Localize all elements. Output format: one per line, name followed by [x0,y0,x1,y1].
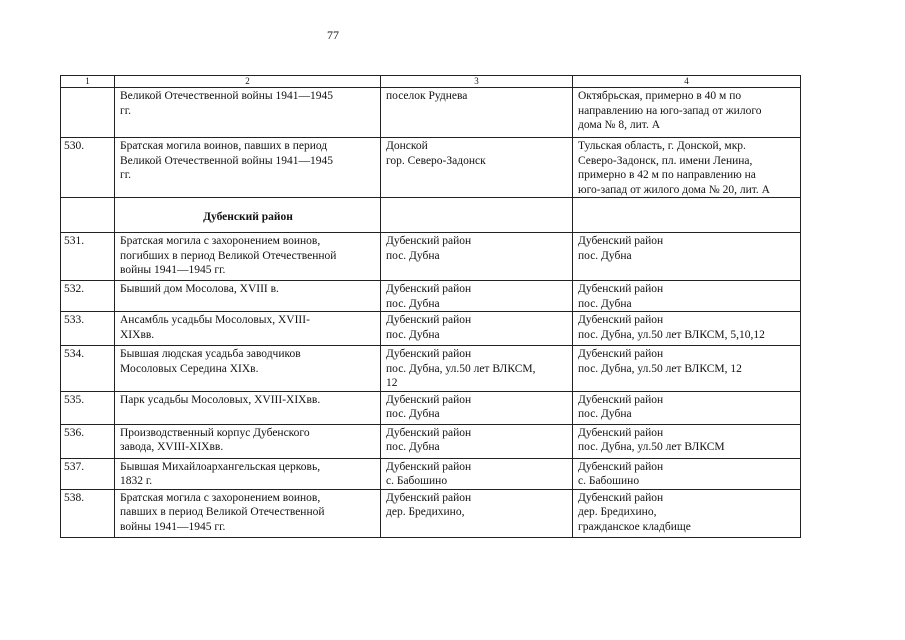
table-row [61,233,801,281]
monument-location: Дубенский район пос. Дубна [381,424,573,458]
table-row [61,489,801,537]
monument-name: Производственный корпус Дубенского завода, XVIII-XIXвв. [115,424,381,458]
page-number: 77 [327,28,339,42]
row-number: 537. [61,458,115,489]
monument-location: Дубенский район пос. Дубна, ул.50 лет ВЛКСМ, 12 [381,346,573,392]
monument-location: Дубенский район пос. Дубна [381,233,573,281]
monument-address: Дубенский район дер. Бредихино, гражданское кладбище [573,489,801,537]
row-number: 534. [61,346,115,392]
monument-address: Дубенский район с. Бабошино [573,458,801,489]
monument-location: поселок Руднева [381,88,573,138]
row-number: 536. [61,424,115,458]
monument-address: Дубенский район пос. Дубна, ул.50 лет ВЛКСМ, 12 [573,346,801,392]
monument-address: Дубенский район пос. Дубна [573,281,801,312]
monument-location: Дубенский район пос. Дубна [381,281,573,312]
column-number-row [61,76,801,88]
row-number: 535. [61,391,115,424]
monument-address: Тульская область, г. Донской, мкр. Северо-Задонск, пл. имени Ленина, примерно в 42 м по направлению на юго-запад от жилого дома № 20, лит. А [573,138,801,198]
monument-location: Дубенский район дер. Бредихино, [381,489,573,537]
table-row [61,312,801,346]
table-row [61,346,801,392]
monument-name: Братская могила с захоронением воинов, павших в период Великой Отечественной войны 1941—1945 гг. [115,489,381,537]
row-number: 531. [61,233,115,281]
column-number: 2 [115,76,381,88]
table-row [61,458,801,489]
row-number: 530. [61,138,115,198]
table-row [61,391,801,424]
monument-name: Великой Отечественной войны 1941—1945 гг. [115,88,381,138]
monument-name: Бывший дом Мосолова, XVIII в. [115,281,381,312]
monument-address: Дубенский район пос. Дубна, ул.50 лет ВЛКСМ, 5,10,12 [573,312,801,346]
monument-name: Бывшая Михайлоархангельская церковь, 1832 г. [115,458,381,489]
table-row [61,281,801,312]
monument-location: Дубенский район пос. Дубна [381,312,573,346]
monument-name: Парк усадьбы Мосоловых, XVIII-XIXвв. [115,391,381,424]
monument-address: Дубенский район пос. Дубна [573,233,801,281]
monument-name: Братская могила с захоронением воинов, погибших в период Великой Отечественной войны 1941—1945 гг. [115,233,381,281]
monument-location: Дубенский район пос. Дубна [381,391,573,424]
table-body [61,76,801,538]
table-row [61,138,801,198]
monument-address: Октябрьская, примерно в 40 м по направлению на юго-запад от жилого дома № 8, лит. А [573,88,801,138]
section-row [61,198,801,233]
section-number-cell [61,198,115,233]
monument-name: Бывшая людская усадьба заводчиков Мосоловых Середина XIXв. [115,346,381,392]
row-number: 532. [61,281,115,312]
monument-address: Дубенский район пос. Дубна [573,391,801,424]
column-number: 3 [381,76,573,88]
row-number [61,88,115,138]
monument-address: Дубенский район пос. Дубна, ул.50 лет ВЛКСМ [573,424,801,458]
row-number: 533. [61,312,115,346]
column-number: 4 [573,76,801,88]
monument-location: Донской гор. Северо-Задонск [381,138,573,198]
section-empty-cell [573,198,801,233]
monument-name: Ансамбль усадьбы Мосоловых, XVIII- XIXвв. [115,312,381,346]
section-empty-cell [381,198,573,233]
table-row [61,424,801,458]
monuments-table [60,75,801,538]
table-row [61,88,801,138]
row-number: 538. [61,489,115,537]
column-number: 1 [61,76,115,88]
monument-location: Дубенский район с. Бабошино [381,458,573,489]
section-title: Дубенский район [115,198,381,233]
monument-name: Братская могила воинов, павших в период Великой Отечественной войны 1941—1945 гг. [115,138,381,198]
